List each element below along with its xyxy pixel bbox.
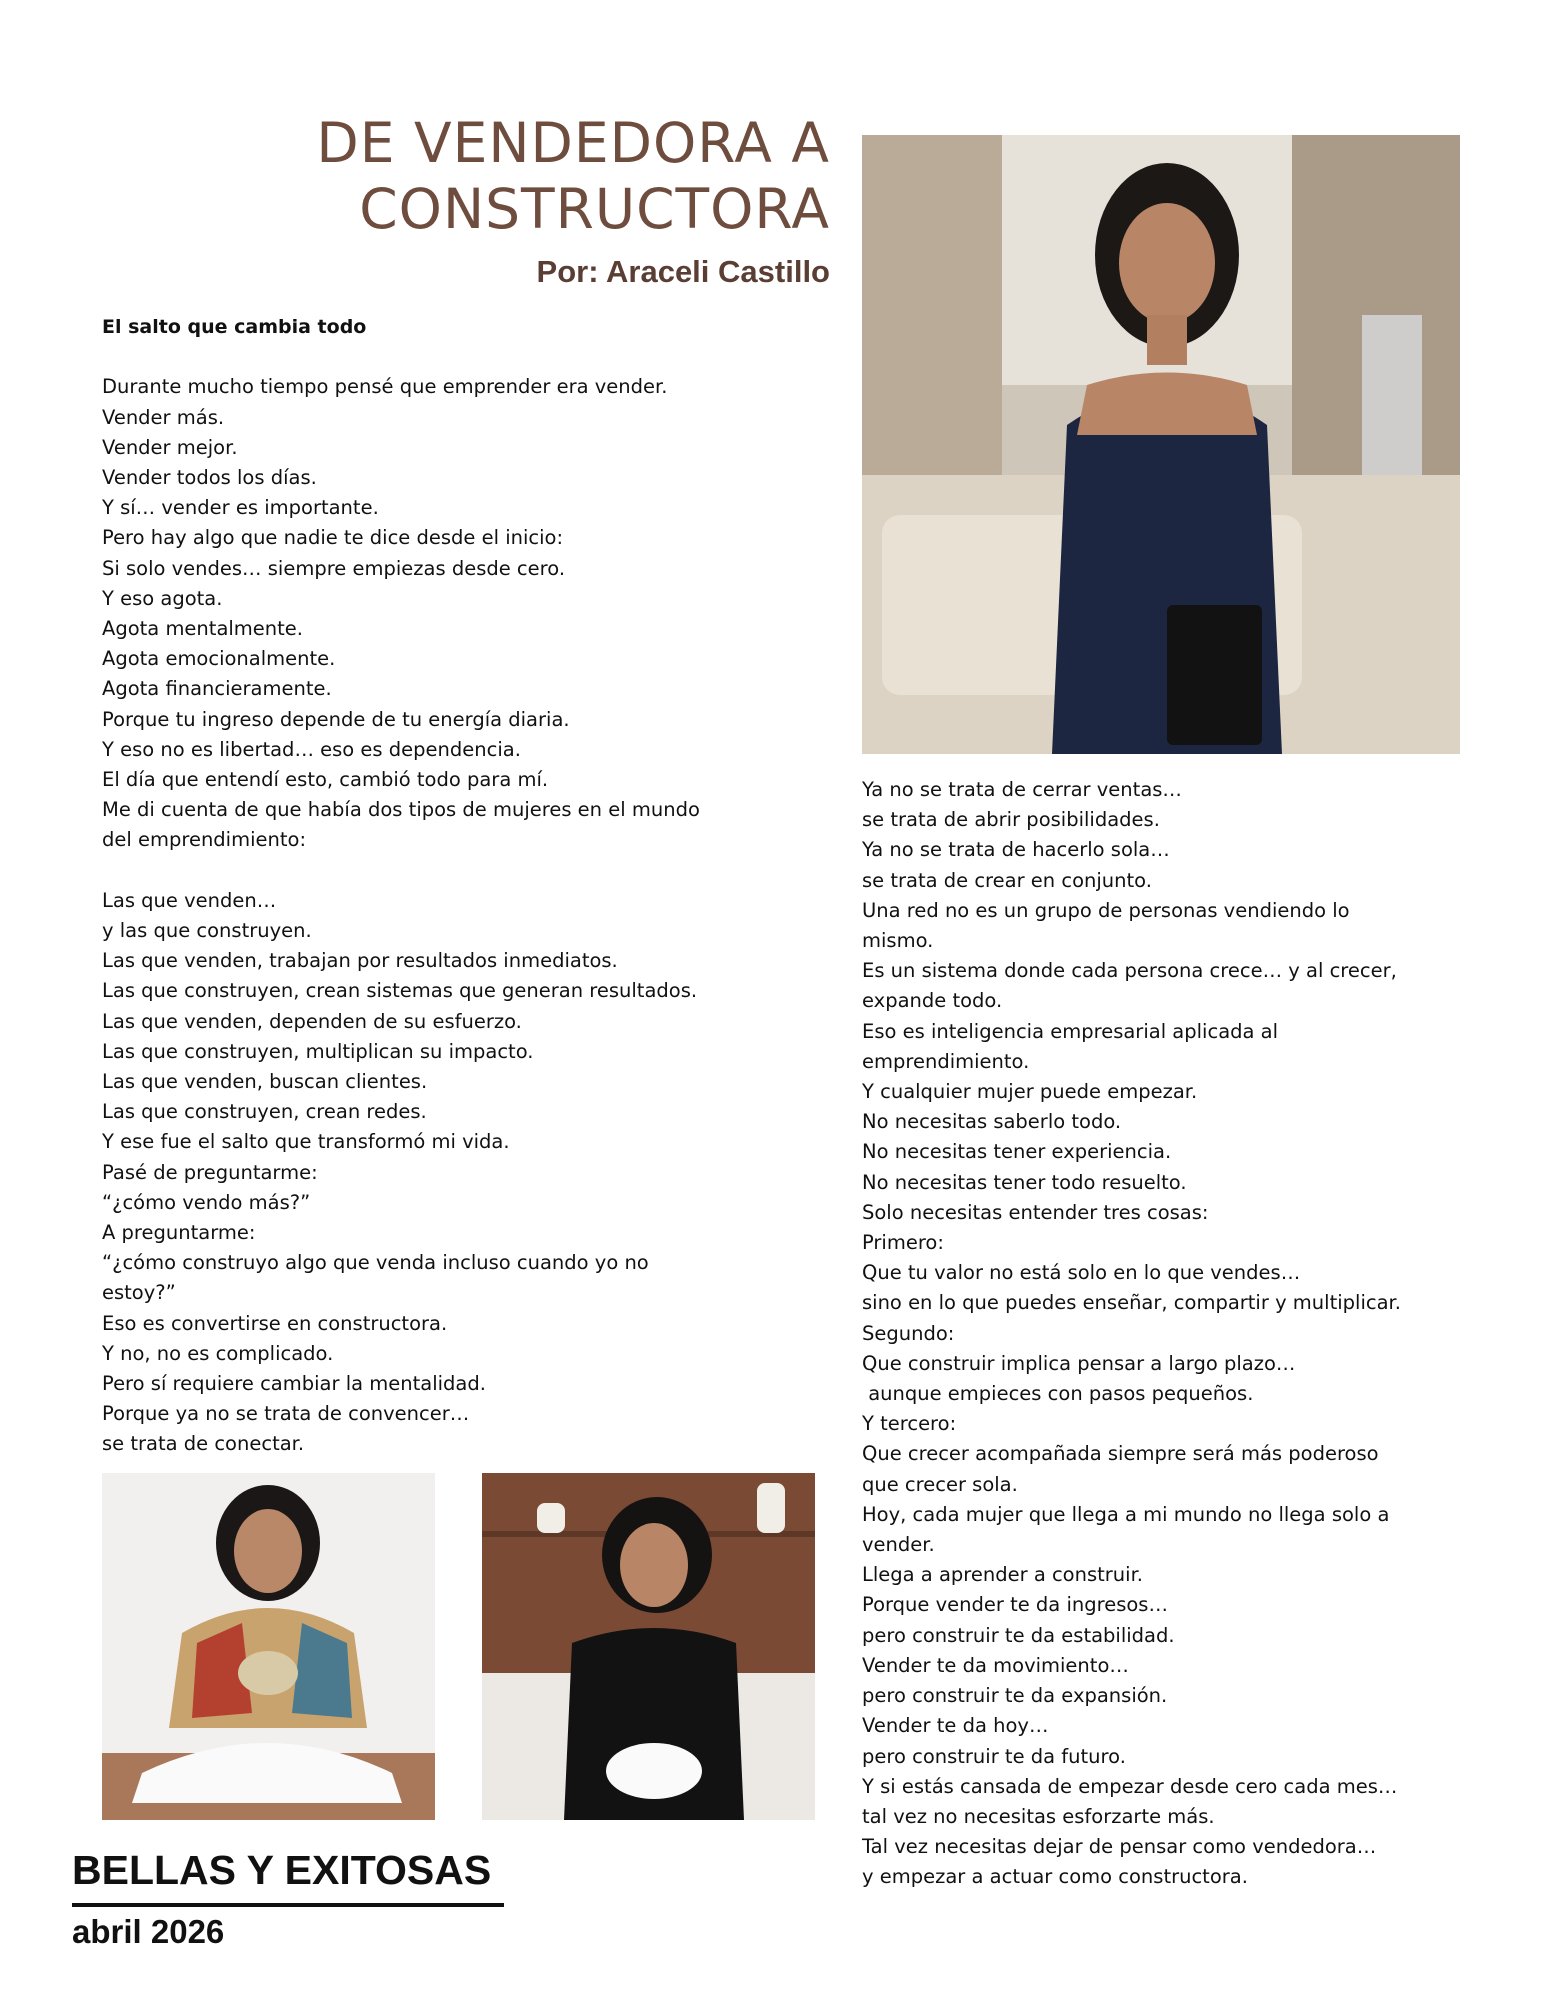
right-column-line: Y tercero: bbox=[862, 1412, 957, 1436]
right-column-line: Que tu valor no está solo en lo que vendes… bbox=[862, 1261, 1301, 1285]
left-column-line: se trata de conectar. bbox=[102, 1432, 305, 1456]
right-column-line: Vender te da hoy… bbox=[862, 1714, 1049, 1738]
right-column-line: Segundo: bbox=[862, 1321, 955, 1345]
left-column-line: Vender mejor. bbox=[102, 435, 238, 459]
left-column-line: Porque ya no se trata de convencer… bbox=[102, 1402, 470, 1426]
right-column-line: Y cualquier mujer puede empezar. bbox=[862, 1080, 1198, 1104]
magazine-divider bbox=[72, 1903, 504, 1907]
right-column-line: mismo. bbox=[862, 929, 934, 953]
left-column-line: Las que construyen, multiplican su impacto. bbox=[102, 1039, 534, 1063]
right-column-lines bbox=[862, 775, 1482, 1893]
left-column-blank bbox=[102, 856, 767, 886]
left-column-line: Las que construyen, crean sistemas que generan resultados. bbox=[102, 979, 698, 1003]
left-column-line: Agota emocionalmente. bbox=[102, 647, 336, 671]
magazine-name: BELLAS Y EXITOSAS bbox=[72, 1847, 492, 1893]
right-column-line: Una red no es un grupo de personas vendiendo lo bbox=[862, 898, 1350, 922]
left-column-line: El día que entendí esto, cambió todo para mí. bbox=[102, 768, 549, 792]
right-column-line: Ya no se trata de hacerlo sola… bbox=[862, 838, 1170, 862]
left-column-line: Vender todos los días. bbox=[102, 466, 317, 489]
right-column-line: Es un sistema donde cada persona crece… y al crecer, bbox=[862, 959, 1397, 983]
right-column-line: sino en lo que puedes enseñar, compartir y multiplicar. bbox=[862, 1291, 1401, 1315]
left-column-line: Y eso no es libertad… eso es dependencia. bbox=[102, 737, 521, 761]
article-subheading: El salto que cambia todo bbox=[102, 316, 367, 338]
left-column-line: Durante mucho tiempo pensé que emprender era vender. bbox=[102, 375, 668, 399]
left-column-line: Las que venden… bbox=[102, 888, 277, 912]
left-column-line: Y eso agota. bbox=[102, 586, 223, 610]
left-column-lines bbox=[102, 342, 767, 1459]
author-photo-sweater bbox=[102, 1473, 435, 1820]
left-column-line: Y sí… vender es importante. bbox=[102, 496, 379, 520]
left-column-blank bbox=[102, 342, 767, 372]
article-title-line-1: DE VENDEDORA A bbox=[316, 111, 830, 175]
left-column-line: Las que venden, trabajan por resultados inmediatos. bbox=[102, 949, 618, 973]
left-column-line: Si solo vendes… siempre empiezas desde cero. bbox=[102, 556, 566, 580]
left-column-line: Y no, no es complicado. bbox=[102, 1341, 334, 1365]
right-text-column bbox=[862, 775, 1482, 1893]
left-column-line: Las que venden, dependen de su esfuerzo. bbox=[102, 1009, 522, 1033]
issue-date: abril 2026 bbox=[72, 1913, 225, 1950]
left-text-column bbox=[102, 312, 767, 1460]
right-column-line: vender. bbox=[862, 1533, 935, 1557]
right-column-line: y empezar a actuar como constructora. bbox=[862, 1865, 1248, 1889]
left-column-line: “¿cómo vendo más?” bbox=[102, 1190, 311, 1214]
left-column-line: Agota mentalmente. bbox=[102, 617, 303, 641]
left-column-line: Pasé de preguntarme: bbox=[102, 1160, 318, 1184]
right-column-line: Hoy, cada mujer que llega a mi mundo no llega solo a bbox=[862, 1502, 1390, 1526]
article-title-line-2: CONSTRUCTORA bbox=[359, 177, 830, 241]
left-column-line: Eso es convertirse en constructora. bbox=[102, 1311, 448, 1335]
right-column-line: No necesitas saberlo todo. bbox=[862, 1110, 1122, 1134]
right-column-line: se trata de abrir posibilidades. bbox=[862, 808, 1160, 832]
right-column-line: Y si estás cansada de empezar desde cero cada mes… bbox=[862, 1774, 1398, 1798]
left-column-line: Y ese fue el salto que transformó mi vida. bbox=[102, 1130, 510, 1154]
right-column-line: Tal vez necesitas dejar de pensar como vendedora… bbox=[862, 1835, 1377, 1859]
left-column-line: Pero hay algo que nadie te dice desde el inicio: bbox=[102, 526, 564, 550]
right-column-line: No necesitas tener todo resuelto. bbox=[862, 1170, 1187, 1194]
right-column-line: Llega a aprender a construir. bbox=[862, 1563, 1143, 1587]
right-column-line: pero construir te da estabilidad. bbox=[862, 1623, 1175, 1647]
left-column-line: “¿cómo construyo algo que venda incluso cuando yo no bbox=[102, 1251, 649, 1275]
right-column-line: aunque empieces con pasos pequeños. bbox=[862, 1382, 1254, 1406]
right-column-line: que crecer sola. bbox=[862, 1472, 1018, 1496]
right-column-line: tal vez no necesitas esforzarte más. bbox=[862, 1804, 1215, 1828]
right-column-line: expande todo. bbox=[862, 989, 1003, 1013]
left-column-line: estoy?” bbox=[102, 1281, 176, 1305]
left-column-line: Agota financieramente. bbox=[102, 677, 332, 701]
right-column-line: pero construir te da expansión. bbox=[862, 1684, 1168, 1708]
right-column-line: pero construir te da futuro. bbox=[862, 1744, 1126, 1768]
left-column-line: Las que construyen, crean redes. bbox=[102, 1100, 427, 1124]
right-column-line: emprendimiento. bbox=[862, 1049, 1030, 1073]
right-column-line: Ya no se trata de cerrar ventas… bbox=[862, 778, 1182, 801]
left-column-line: del emprendimiento: bbox=[102, 828, 307, 852]
left-column-line: Pero sí requiere cambiar la mentalidad. bbox=[102, 1372, 486, 1396]
right-column-line: Solo necesitas entender tres cosas: bbox=[862, 1200, 1209, 1224]
right-column-line: Porque vender te da ingresos… bbox=[862, 1593, 1168, 1617]
article-title bbox=[230, 110, 830, 242]
article-byline: Por: Araceli Castillo bbox=[536, 254, 830, 289]
left-column-line: Me di cuenta de que había dos tipos de mujeres en el mundo bbox=[102, 798, 700, 822]
left-column-line: Las que venden, buscan clientes. bbox=[102, 1070, 428, 1094]
right-column-line: No necesitas tener experiencia. bbox=[862, 1140, 1172, 1164]
right-column-line: Vender te da movimiento… bbox=[862, 1653, 1129, 1677]
right-column-line: se trata de crear en conjunto. bbox=[862, 868, 1152, 892]
author-photo-cat bbox=[482, 1473, 815, 1820]
left-column-line: A preguntarme: bbox=[102, 1221, 256, 1245]
right-column-line: Que crecer acompañada siempre será más poderoso bbox=[862, 1442, 1379, 1466]
right-column-line: Eso es inteligencia empresarial aplicada al bbox=[862, 1019, 1279, 1043]
left-column-line: y las que construyen. bbox=[102, 919, 312, 943]
right-column-line: Primero: bbox=[862, 1231, 944, 1255]
right-column-line: Que construir implica pensar a largo plazo… bbox=[862, 1351, 1296, 1375]
left-column-line: Porque tu ingreso depende de tu energía diaria. bbox=[102, 707, 570, 731]
left-column-line: Vender más. bbox=[102, 405, 225, 429]
author-portrait-main bbox=[862, 135, 1460, 754]
